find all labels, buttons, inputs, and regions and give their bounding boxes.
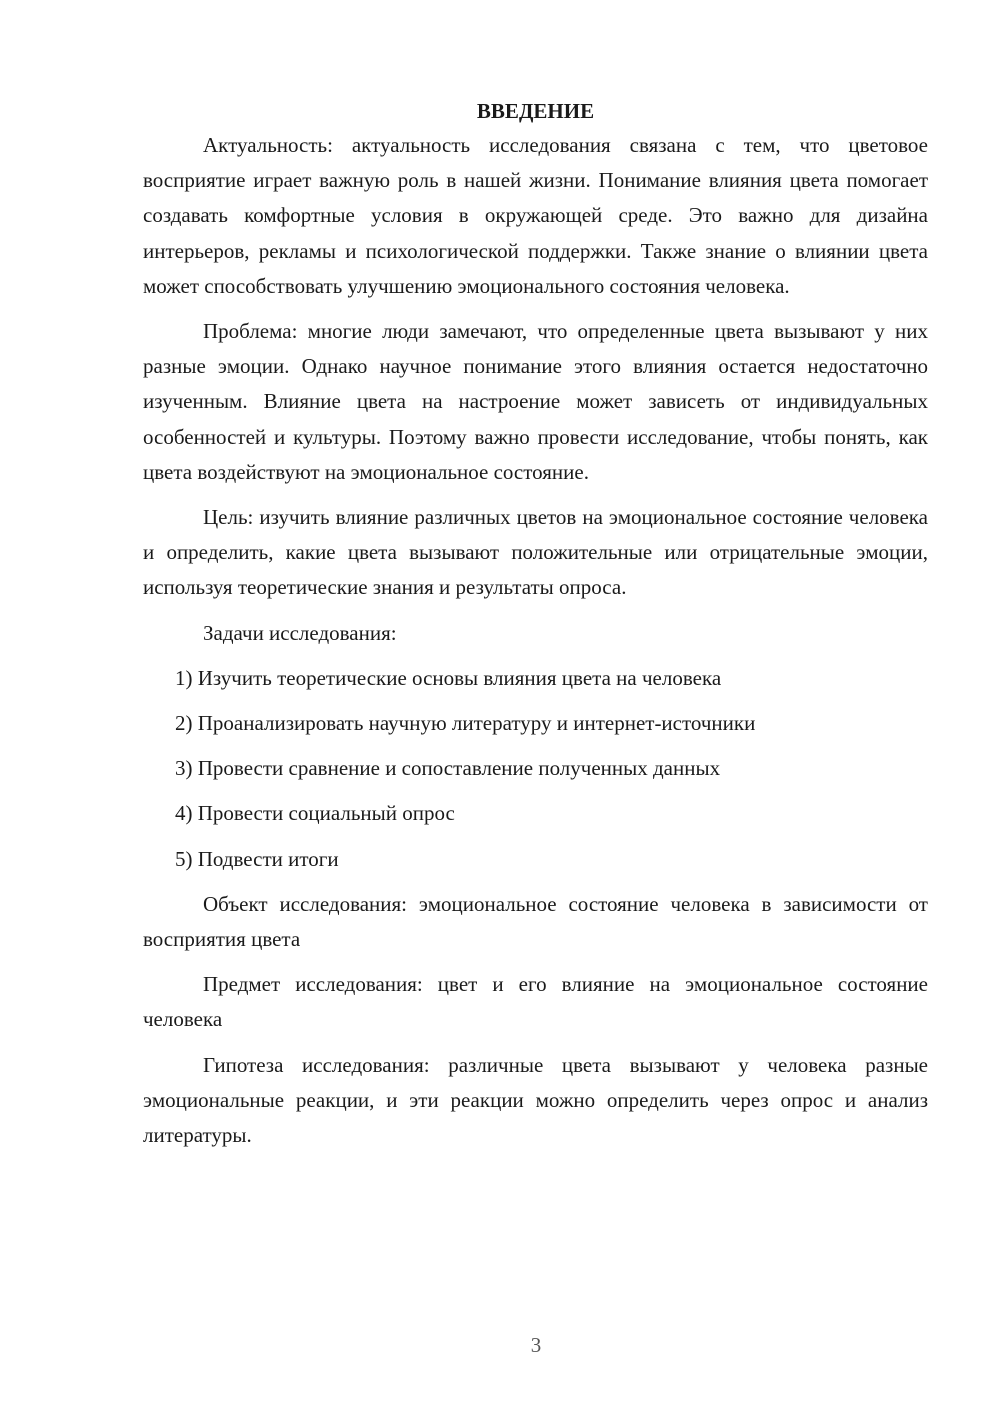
task-item-2: 2) Проанализировать научную литературу и интернет-источники bbox=[175, 711, 756, 736]
goal-paragraph: Цель: изучить влияние различных цветов на эмоциональное состояние человека и определить, какие цвета вызывают положительные или отрицательные эмоции, используя теоретические знания и результаты опроса. bbox=[143, 505, 928, 600]
hypothesis-paragraph: Гипотеза исследования: различные цвета вызывают у человека разные эмоциональные реакции, и эти реакции можно определить через опрос и анализ литературы. bbox=[143, 1052, 928, 1148]
task-item-1: 1) Изучить теоретические основы влияния цвета на человека bbox=[175, 665, 722, 690]
section-title: ВВЕДЕНИЕ bbox=[476, 99, 595, 123]
task-item-4: 4) Провести социальный опрос bbox=[175, 801, 455, 826]
task-item-3: 3) Провести сравнение и сопоставление полученных данных bbox=[175, 756, 721, 781]
tasks-heading: Задачи исследования: bbox=[203, 620, 397, 645]
task-item-5: 5) Подвести итоги bbox=[175, 846, 339, 871]
page-content bbox=[143, 96, 928, 1163]
subject-paragraph: Предмет исследования: цвет и его влияние на эмоциональное состояние человека bbox=[143, 972, 928, 1032]
page-number: 3 bbox=[530, 1333, 542, 1357]
relevance-paragraph: Актуальность: актуальность исследования связана с тем, что цветовое восприятие играет важную роль в нашей жизни. Понимание влияния цвета помогает создавать комфортные условия в окружающей среде. Это важно для дизайна интерьеров, рекламы и психологической поддержки. Также знание о влиянии цвета может способствовать улучшению эмоционального состояния человека. bbox=[143, 133, 928, 298]
problem-paragraph: Проблема: многие люди замечают, что определенные цвета вызывают у них разные эмоции. Однако научное понимание этого влияния остается недостаточно изученным. Влияние цвета на настроение может зависеть от индивидуальных особенностей и культуры. Поэтому важно провести исследование, чтобы понять, как цвета воздействуют на эмоциональное состояние. bbox=[143, 319, 928, 484]
object-paragraph: Объект исследования: эмоциональное состояние человека в зависимости от восприятия цвета bbox=[143, 891, 928, 952]
